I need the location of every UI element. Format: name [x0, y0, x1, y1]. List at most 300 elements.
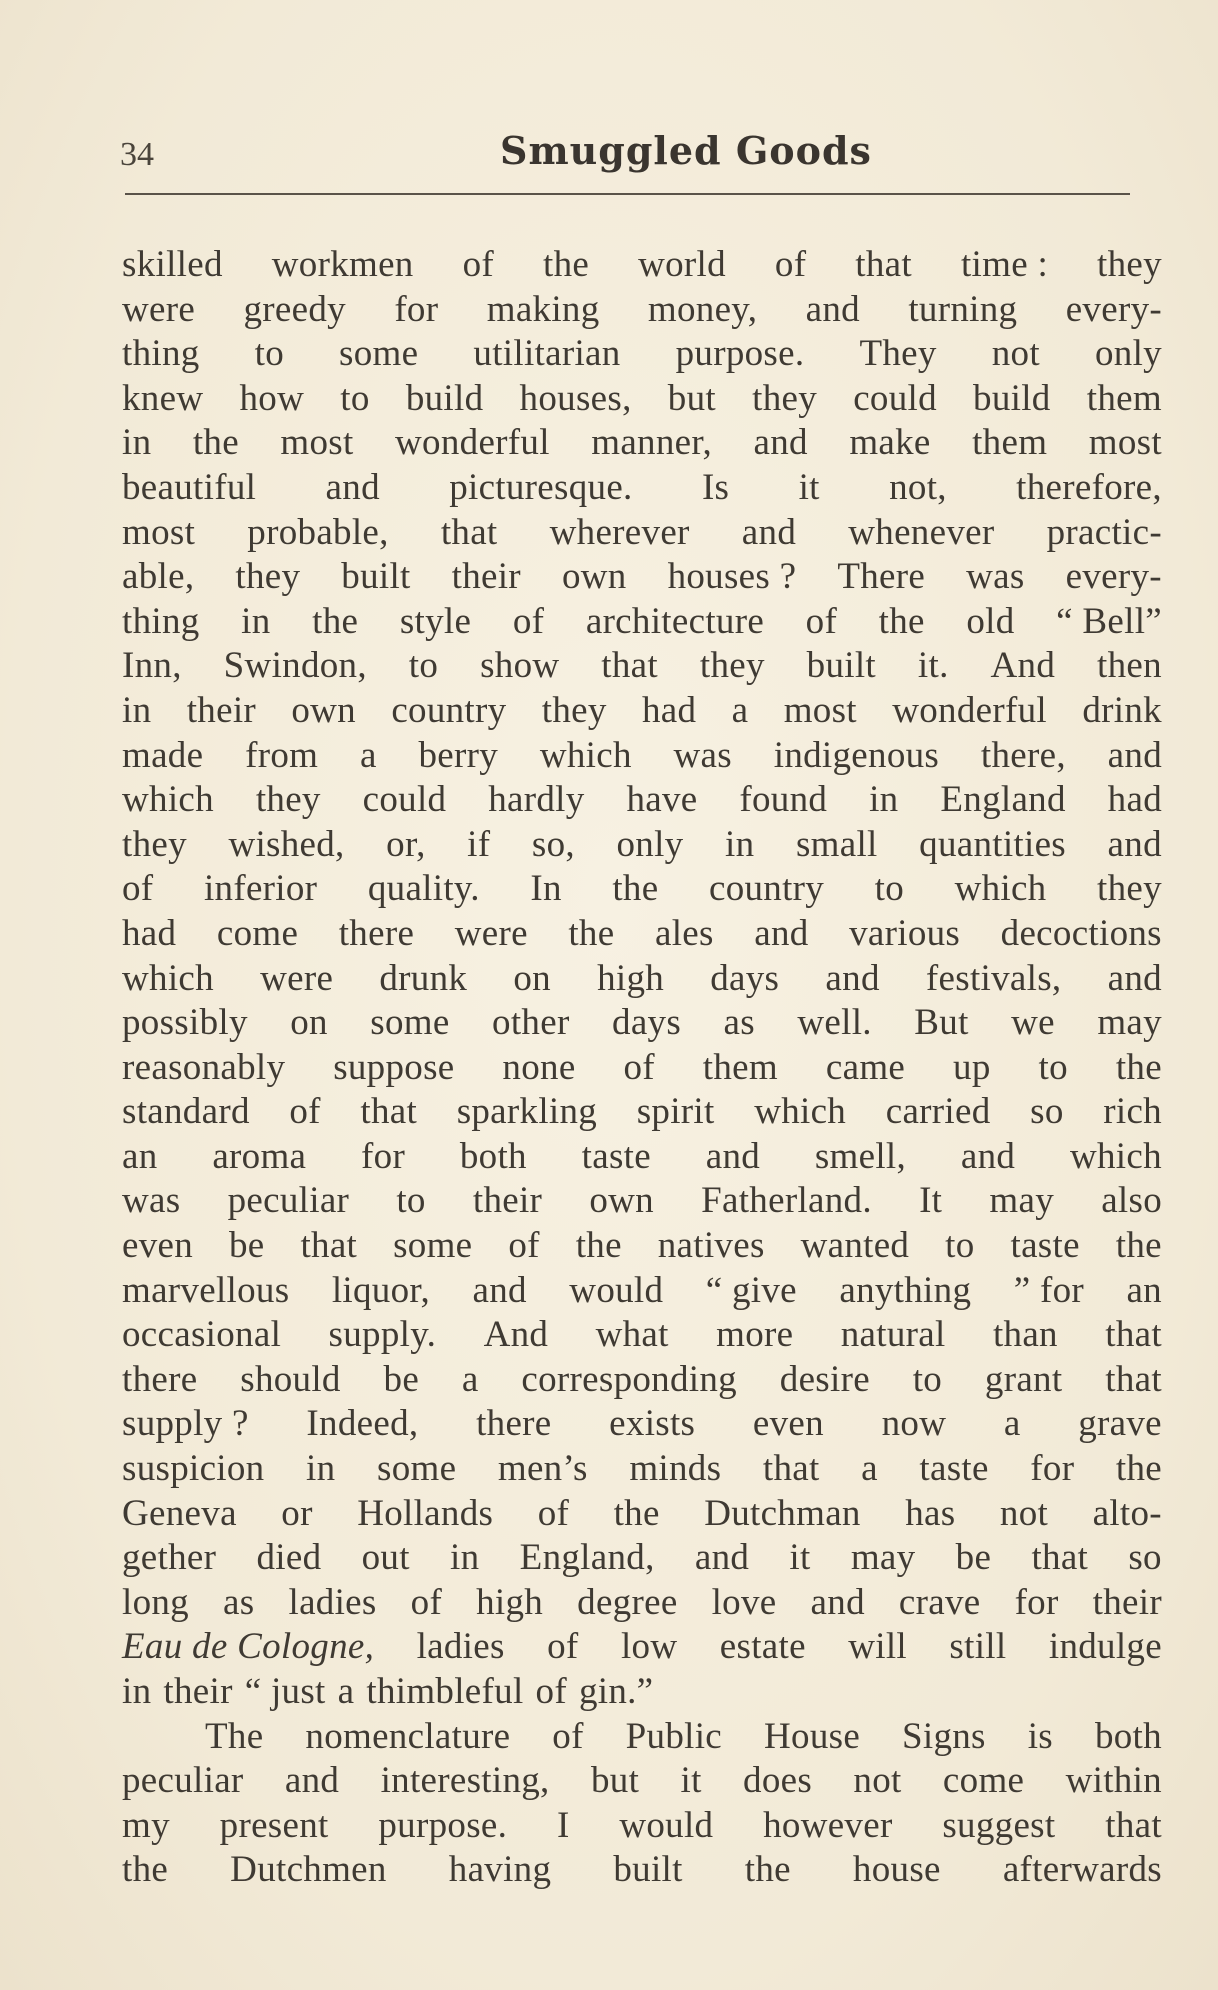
word: an — [122, 1135, 158, 1177]
word: festivals, — [925, 957, 1062, 999]
word: England, — [519, 1537, 655, 1579]
word: well. — [797, 1002, 872, 1044]
word: Dutchman — [704, 1492, 861, 1534]
word: they — [699, 645, 765, 687]
word: a — [731, 689, 749, 731]
text-line — [122, 1402, 1162, 1447]
word: berry — [418, 734, 499, 776]
word: possibly — [122, 1002, 248, 1044]
word: does — [743, 1760, 813, 1802]
word: the — [575, 1225, 622, 1267]
word: so — [1128, 1537, 1162, 1579]
word: style — [399, 600, 472, 642]
word: most — [783, 689, 857, 731]
word: even — [122, 1225, 194, 1267]
word: on — [513, 957, 551, 999]
word: interesting, — [380, 1760, 550, 1802]
word: out — [361, 1537, 410, 1579]
word: probable, — [247, 511, 389, 553]
word: to — [874, 868, 905, 910]
word: and — [1107, 734, 1162, 776]
word: is — [1027, 1715, 1053, 1757]
word: they — [1097, 868, 1162, 910]
word: taste — [919, 1448, 989, 1490]
word: make — [849, 422, 931, 464]
word: wished, — [228, 823, 345, 865]
word: for — [1014, 1581, 1059, 1623]
word: aroma — [212, 1135, 307, 1177]
word: own — [589, 1180, 654, 1222]
text-line — [122, 644, 1162, 689]
word: of — [623, 1046, 655, 1088]
word: corresponding — [521, 1358, 737, 1400]
word: built — [806, 645, 877, 687]
word: Eau de Cologne, — [122, 1626, 375, 1668]
word: days — [612, 1002, 682, 1044]
text-line — [122, 1179, 1162, 1224]
word: may — [1097, 1002, 1162, 1044]
running-head — [120, 128, 1120, 188]
word: the — [122, 1849, 169, 1891]
word: build — [973, 377, 1051, 419]
word: Is — [701, 466, 730, 508]
word: and — [472, 1269, 527, 1311]
word: ales — [654, 912, 714, 954]
word: having — [448, 1849, 552, 1891]
word: long — [122, 1581, 189, 1623]
text-line — [122, 957, 1162, 1002]
word: the — [312, 600, 359, 642]
word: the — [568, 912, 615, 954]
word: alto- — [1092, 1492, 1162, 1534]
word: and — [810, 1581, 865, 1623]
word: their — [472, 1180, 543, 1222]
word: there — [338, 912, 415, 954]
word: degree — [577, 1581, 678, 1623]
word: but — [667, 377, 716, 419]
text-line — [122, 332, 1162, 377]
word: still — [949, 1626, 1007, 1668]
word: so — [1030, 1091, 1064, 1133]
word: be — [228, 1225, 265, 1267]
word: to — [912, 1358, 943, 1400]
word: of — [410, 1581, 443, 1623]
word: only — [1094, 333, 1162, 375]
word: But — [914, 1002, 969, 1044]
word: reasonably — [122, 1046, 286, 1088]
text-line — [122, 689, 1162, 734]
word: were — [260, 957, 334, 999]
word: high — [476, 1581, 544, 1623]
word: may — [850, 1537, 916, 1579]
word: “ give — [705, 1269, 797, 1311]
text-line — [122, 555, 1162, 600]
word: inferior — [203, 868, 318, 910]
word: of — [547, 1626, 579, 1668]
word: In — [530, 868, 562, 910]
word: Public — [625, 1715, 723, 1757]
word: practic- — [1046, 511, 1162, 553]
word: it — [798, 466, 820, 508]
word: thing — [122, 600, 200, 642]
word: they — [235, 556, 301, 598]
word: in — [122, 689, 152, 731]
word: be — [383, 1358, 420, 1400]
text-line — [122, 1492, 1162, 1537]
word: Fatherland. — [701, 1180, 872, 1222]
word: architecture — [585, 600, 765, 642]
word: House — [764, 1715, 861, 1757]
word: a — [1003, 1403, 1021, 1445]
word: thimbleful — [366, 1671, 524, 1712]
word: that — [762, 1448, 820, 1490]
word: that — [1105, 1314, 1162, 1356]
word: for — [1030, 1448, 1075, 1490]
word: would — [569, 1269, 664, 1311]
word: therefore, — [1016, 466, 1162, 508]
word: wonderful — [395, 422, 550, 464]
text-line — [122, 1536, 1162, 1581]
word: than — [992, 1314, 1058, 1356]
word: that — [360, 1091, 418, 1133]
word: anything — [839, 1269, 972, 1311]
word: to — [254, 333, 284, 375]
word: it — [789, 1537, 811, 1579]
word: love — [711, 1581, 777, 1623]
word: in — [306, 1448, 336, 1490]
word: as — [223, 1581, 255, 1623]
word: and — [753, 422, 808, 464]
word: that — [855, 244, 912, 285]
word: however — [763, 1804, 893, 1846]
word: supply ? — [122, 1403, 249, 1445]
word: Inn, — [122, 645, 182, 687]
word: of — [512, 600, 545, 642]
word: exists — [609, 1403, 696, 1445]
word: their — [186, 689, 257, 731]
word: came — [825, 1046, 906, 1088]
word: had — [642, 689, 697, 731]
word: some — [339, 333, 419, 375]
word: and — [694, 1537, 750, 1579]
word: manner, — [591, 422, 713, 464]
text-line — [122, 1804, 1162, 1849]
text-line — [122, 1046, 1162, 1091]
word: “ just — [244, 1671, 326, 1712]
word: it — [680, 1760, 702, 1802]
text-line — [122, 1848, 1162, 1893]
word: wonderful — [892, 689, 1047, 731]
word: build — [405, 377, 484, 419]
text-line — [122, 1358, 1162, 1403]
word: wanted — [800, 1225, 910, 1267]
text-line — [122, 1090, 1162, 1135]
word: There — [837, 556, 926, 598]
word: quality. — [367, 868, 480, 910]
word: suspicion — [122, 1448, 265, 1490]
word: had — [122, 912, 177, 954]
word: of — [508, 1225, 540, 1267]
text-line — [122, 734, 1162, 779]
word: Hollands — [357, 1492, 494, 1534]
word: purpose. — [675, 333, 805, 375]
word: own — [561, 556, 627, 598]
word: house — [852, 1849, 941, 1891]
word: England — [940, 779, 1066, 821]
word: as — [723, 1002, 755, 1044]
word: making — [486, 288, 600, 330]
word: for — [394, 288, 439, 330]
word: time : — [960, 244, 1049, 285]
word: And — [483, 1314, 549, 1356]
text-line — [122, 1224, 1162, 1269]
word: which — [122, 957, 214, 999]
word: of — [774, 244, 807, 285]
word: none — [502, 1046, 576, 1088]
word: most — [1088, 422, 1162, 464]
word: whenever — [848, 511, 995, 553]
text-line — [122, 867, 1162, 912]
word: a — [337, 1671, 355, 1712]
text-line — [122, 511, 1162, 556]
word: peculiar — [227, 1180, 350, 1222]
word: sparkling — [456, 1091, 598, 1133]
word: supply. — [328, 1314, 437, 1356]
text-line — [122, 1670, 1162, 1715]
text-line — [122, 1625, 1162, 1670]
word: crave — [898, 1581, 981, 1623]
word: and — [284, 1760, 340, 1802]
word: within — [1065, 1760, 1162, 1802]
word: also — [1101, 1180, 1162, 1222]
word: and — [825, 957, 880, 999]
word: in — [725, 823, 755, 865]
word: rich — [1103, 1091, 1162, 1133]
word: which — [754, 1091, 847, 1133]
word: afterwards — [1002, 1849, 1162, 1891]
word: the — [613, 1492, 660, 1534]
word: not, — [889, 466, 947, 508]
word: a — [861, 1448, 878, 1490]
word: that — [1105, 1804, 1162, 1846]
word: was — [122, 1180, 181, 1222]
word: utilitarian — [473, 333, 621, 375]
word: the — [612, 868, 659, 910]
word: both — [459, 1135, 527, 1177]
word: in — [122, 422, 152, 464]
word: come — [942, 1760, 1025, 1802]
word: purpose. — [378, 1804, 508, 1846]
word: The — [205, 1715, 264, 1757]
word: that — [601, 645, 658, 687]
text-line — [122, 1581, 1162, 1626]
word: country — [391, 689, 507, 731]
word: natives — [657, 1225, 765, 1267]
word: my — [122, 1804, 170, 1846]
word: there — [122, 1358, 198, 1400]
word: own — [291, 689, 356, 731]
word: smell, — [814, 1135, 907, 1177]
word: drunk — [379, 957, 468, 999]
word: even — [752, 1403, 824, 1445]
word: then — [1097, 645, 1162, 687]
word: in — [122, 1671, 152, 1712]
word: houses, — [519, 377, 632, 419]
word: thing — [122, 333, 200, 375]
word: they — [541, 689, 607, 731]
word: was — [673, 734, 732, 776]
word: indulge — [1048, 1626, 1162, 1668]
word: to — [945, 1225, 975, 1267]
word: could — [362, 779, 447, 821]
word: may — [989, 1180, 1055, 1222]
word: were — [122, 288, 196, 330]
word: the — [1115, 1448, 1162, 1490]
word: which — [954, 868, 1047, 910]
word: and — [705, 1135, 761, 1177]
word: on — [290, 1002, 328, 1044]
word: them — [972, 422, 1048, 464]
word: standard — [122, 1091, 250, 1133]
word: only — [616, 823, 684, 865]
word: gin.” — [578, 1671, 654, 1712]
word: would — [619, 1804, 714, 1846]
word: them — [702, 1046, 778, 1088]
word: every- — [1065, 288, 1162, 330]
word: or — [281, 1492, 313, 1534]
word: if — [467, 823, 491, 865]
word: skilled — [122, 244, 223, 285]
word: that — [1031, 1537, 1089, 1579]
word: of — [537, 1492, 570, 1534]
text-line — [122, 466, 1162, 511]
word: which — [122, 779, 214, 821]
word: a — [461, 1358, 479, 1400]
word: natural — [840, 1314, 946, 1356]
word: world — [638, 244, 726, 285]
word: and — [1107, 957, 1162, 999]
word: drink — [1082, 689, 1162, 731]
word: a — [359, 734, 377, 776]
word: of — [805, 600, 838, 642]
word: suppose — [333, 1046, 455, 1088]
word: to — [408, 645, 439, 687]
word: for — [361, 1135, 406, 1177]
word: not — [853, 1760, 902, 1802]
word: estate — [719, 1626, 806, 1668]
word: Signs — [902, 1715, 986, 1757]
word: has — [905, 1492, 956, 1534]
word: spirit — [636, 1091, 715, 1133]
word: hardly — [488, 779, 585, 821]
word: and — [1107, 823, 1162, 865]
word: every- — [1065, 556, 1162, 598]
word: “ Bell” — [1056, 600, 1162, 642]
word: or, — [386, 823, 426, 865]
text-line — [122, 1135, 1162, 1180]
word: They — [859, 333, 937, 375]
word: desire — [779, 1358, 870, 1400]
word: but — [590, 1760, 640, 1802]
word: be — [955, 1537, 992, 1579]
word: how — [239, 377, 305, 419]
word: peculiar — [122, 1760, 244, 1802]
word: marvellous — [122, 1269, 290, 1311]
word: carried — [885, 1091, 991, 1133]
word: grant — [984, 1358, 1063, 1400]
word: of — [552, 1715, 584, 1757]
body-text — [122, 243, 1162, 1893]
word: the — [1115, 1225, 1162, 1267]
word: they — [752, 377, 818, 419]
word: grave — [1078, 1403, 1162, 1445]
word: and — [754, 912, 809, 954]
word: minds — [629, 1448, 722, 1490]
word: picturesque. — [449, 466, 633, 508]
word: there, — [980, 734, 1066, 776]
word: what — [595, 1314, 669, 1356]
word: present — [219, 1804, 329, 1846]
word: that — [300, 1225, 358, 1267]
word: not — [999, 1492, 1049, 1534]
word: the — [192, 422, 239, 464]
text-line — [122, 600, 1162, 645]
word: of — [122, 868, 154, 910]
word: to — [1038, 1046, 1068, 1088]
text-line — [122, 1715, 1162, 1760]
word: and — [960, 1135, 1016, 1177]
text-line — [122, 421, 1162, 466]
word: died — [256, 1537, 322, 1579]
word: most — [280, 422, 354, 464]
page-number: 34 — [120, 136, 154, 173]
word: up — [953, 1046, 991, 1088]
word: workmen — [271, 244, 414, 285]
text-line — [122, 912, 1162, 957]
word: wherever — [549, 511, 690, 553]
word: knew — [122, 377, 204, 419]
word: old — [966, 600, 1015, 642]
word: they — [122, 823, 187, 865]
word: their — [163, 1671, 233, 1712]
word: turning — [908, 288, 1018, 330]
word: indigenous — [773, 734, 940, 776]
word: It — [919, 1180, 943, 1222]
running-title: Smuggled Goods — [500, 128, 872, 173]
word: the — [542, 244, 590, 285]
word: quantities — [919, 823, 1067, 865]
word: and — [325, 466, 380, 508]
word: liquor, — [331, 1269, 431, 1311]
word: houses ? — [667, 556, 797, 598]
word: various — [849, 912, 961, 954]
word: small — [795, 823, 878, 865]
word: have — [626, 779, 698, 821]
word: suggest — [942, 1804, 1056, 1846]
word: money, — [647, 288, 758, 330]
text-line — [122, 1269, 1162, 1314]
word: other — [492, 1002, 570, 1044]
word: of — [289, 1091, 321, 1133]
text-line — [122, 1313, 1162, 1358]
word: it. — [917, 645, 949, 687]
word: show — [480, 645, 560, 687]
word: nomenclature — [305, 1715, 511, 1757]
word: taste — [581, 1135, 651, 1177]
text-line — [122, 778, 1162, 823]
word: so, — [531, 823, 575, 865]
word: from — [245, 734, 319, 776]
